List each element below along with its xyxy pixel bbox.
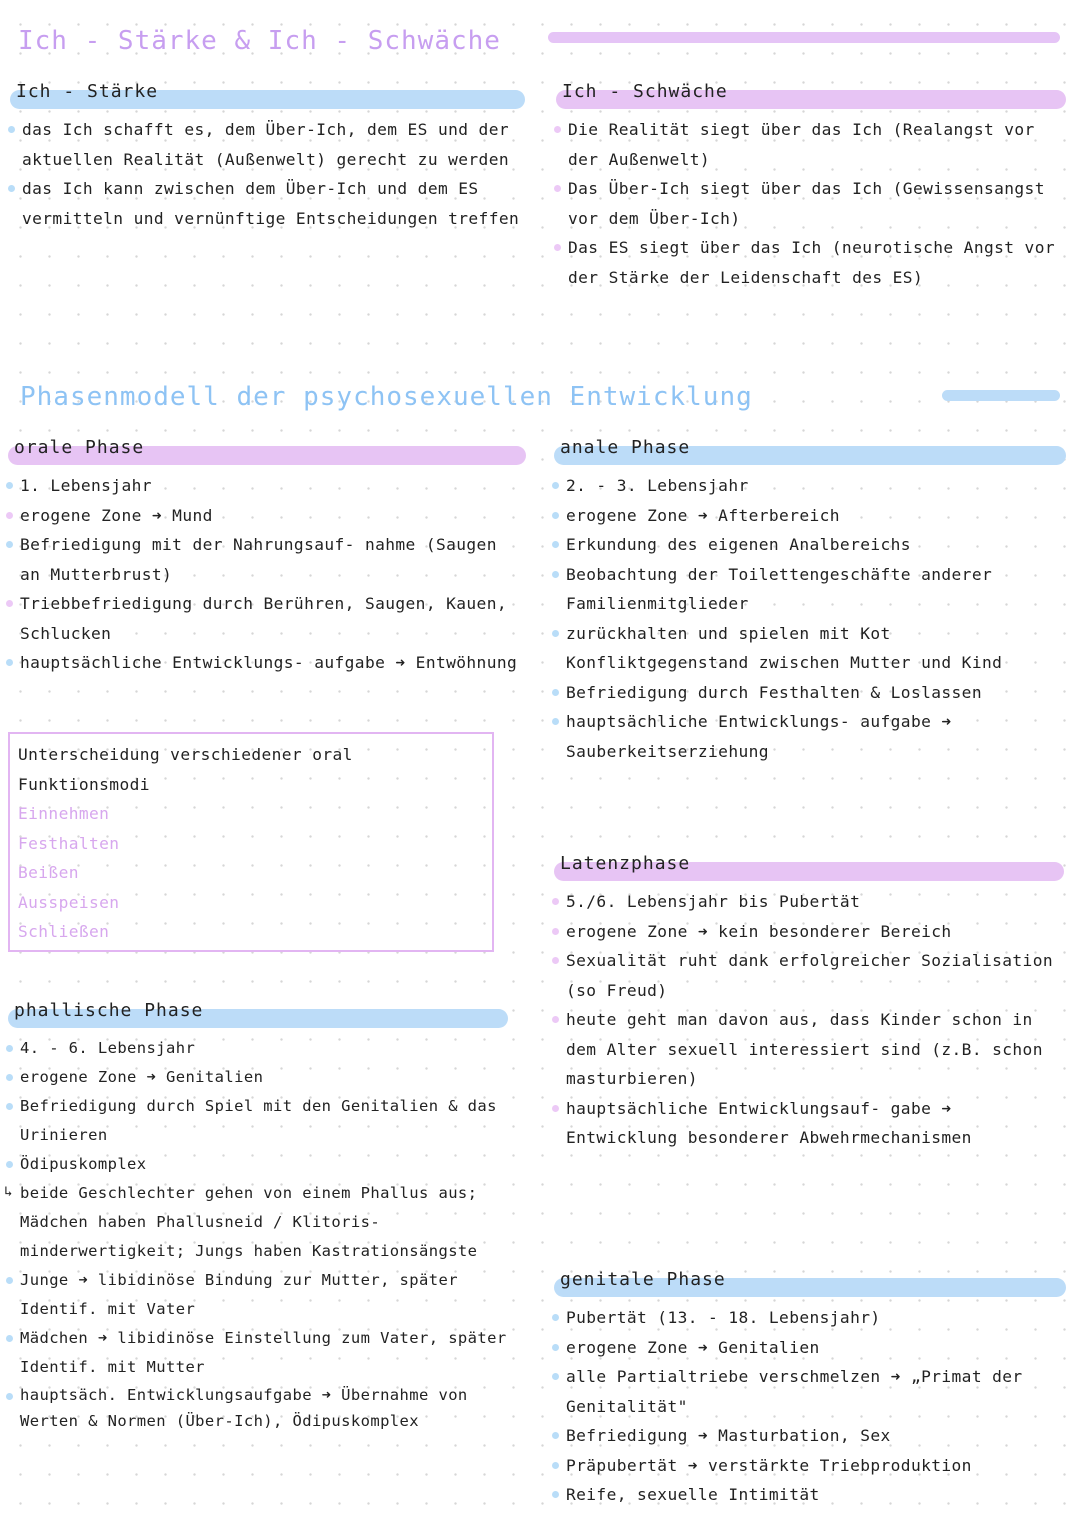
modus-item: Einnehmen [18,804,110,823]
list-item: Junge ➜ libidinöse Bindung zur Mutter, später Identif. mit Vater [8,1266,508,1324]
section-header [8,1000,508,1028]
funktionsmodi-heading: Unterscheidung verschiedener oral Funktionsmodi [18,745,353,794]
list-item: Das Über-Ich siegt über das Ich (Gewissensangst vor dem Über-Ich) [556,174,1066,233]
section-heading: Latenzphase [560,853,691,874]
list-item: hauptsächliche Entwicklungsauf- gabe ➜ Entwicklung besonderer Abwehrmechanismen [554,1094,1064,1153]
list-item: das Ich kann zwischen dem Über-Ich und dem ES vermitteln und vernünftige Entscheidungen treffen [10,174,525,233]
list-item: erogene Zone ➜ kein besonderer Bereich [554,917,1064,947]
list-item: erogene Zone ➜ Mund [8,501,526,531]
list-item: hauptsächliche Entwicklungs- aufgabe ➜ Entwöhnung [8,648,526,678]
list-item: erogene Zone ➜ Afterbereich [554,501,1066,531]
page-title: Ich - Stärke & Ich - Schwäche [18,26,501,56]
ich-staerke-section [10,81,525,233]
anale-phase-section [554,437,1066,766]
title-underline [942,390,1060,401]
list-item: Befriedigung mit der Nahrungsauf- nahme (Saugen an Mutterbrust) [8,530,526,589]
list-item: erogene Zone ➜ Genitalien [554,1333,1066,1363]
modus-item: Festhalten [18,833,120,853]
list-item: Befriedigung durch Spiel mit den Genitalien & das Urinieren [8,1092,508,1150]
list-item: Die Realität siegt über das Ich (Realangst vor der Außenwelt) [556,115,1066,174]
list-item: 5./6. Lebensjahr bis Pubertät [554,887,1064,917]
section-heading: phallische Phase [14,1000,204,1021]
orale-phase-section [8,437,526,678]
list-item: Sexualität ruht dank erfolgreicher Sozialisation (so Freud) [554,946,1064,1005]
section-title-phasenmodell: Phasenmodell der psychosexuellen Entwicklung [20,382,753,412]
list-item: Erkundung des eigenen Analbereichs [554,530,1066,560]
latenzphase-section [554,853,1064,1153]
modus-item: Schließen [18,922,110,941]
section-heading: genitale Phase [560,1269,726,1290]
list-item: Reife, sexuelle Intimität [554,1480,1066,1510]
funktionsmodi-box [8,732,494,952]
list-item: Ödipuskomplex [8,1150,508,1179]
section-header [10,81,525,109]
title-underline [548,32,1060,43]
list-item: zurückhalten und spielen mit Kot Konfliktgegenstand zwischen Mutter und Kind [554,619,1066,678]
section-heading: Ich - Stärke [16,81,159,102]
list-item: ↳ beide Geschlechter gehen von einem Phallus aus; Mädchen haben Phallusneid / Klitoris- minderwertigkeit; Jungs haben Kastrationsängste [8,1179,508,1266]
ich-staerke-list [10,115,525,233]
section-header [556,81,1066,109]
list-item: Befriedigung durch Festhalten & Loslassen [554,678,1066,708]
list-item: 1. Lebensjahr [8,471,526,501]
section-heading: anale Phase [560,437,691,458]
list-item: Beobachtung der Toilettengeschäfte anderer Familienmitglieder [554,560,1066,619]
section-header [554,437,1066,465]
list-item: Präpubertät ➜ verstärkte Triebproduktion [554,1451,1066,1481]
list-item: Das ES siegt über das Ich (neurotische Angst vor der Stärke der Leidenschaft des ES) [556,233,1066,292]
list-item: 4. - 6. Lebensjahr [8,1034,508,1063]
ich-schwaeche-section [556,81,1066,292]
list-item: Pubertät (13. - 18. Lebensjahr) [554,1303,1066,1333]
list-item: heute geht man davon aus, dass Kinder schon in dem Alter sexuell interessiert sind (z.B. schon masturbieren) [554,1005,1064,1094]
latenzphase-list [554,887,1064,1153]
list-item: alle Partialtriebe verschmelzen ➜ „Primat der Genitalität" [554,1362,1066,1421]
section-heading: Ich - Schwäche [562,81,728,102]
list-item: das Ich schafft es, dem Über-Ich, dem ES und der aktuellen Realität (Außenwelt) gerecht zu werden [10,115,525,174]
section-header [554,853,1064,881]
phallische-phase-list [8,1034,508,1434]
anale-phase-list [554,471,1066,766]
list-item: erogene Zone ➜ Genitalien [8,1063,508,1092]
phallische-phase-section [8,1000,508,1434]
genitale-phase-list [554,1303,1066,1510]
modus-item: Beißen [18,863,79,882]
section-heading: orale Phase [14,437,145,458]
genitale-phase-section [554,1269,1066,1510]
list-item: 2. - 3. Lebensjahr [554,471,1066,501]
orale-phase-list [8,471,526,678]
list-item: Triebbefriedigung durch Berühren, Saugen, Kauen, Schlucken [8,589,526,648]
section-header [554,1269,1066,1297]
section-header [8,437,526,465]
list-item: hauptsäch. Entwicklungsaufgabe ➜ Übernahme von Werten & Normen (Über-Ich), Ödipuskomplex [8,1382,508,1434]
list-item: hauptsächliche Entwicklungs- aufgabe ➜ Sauberkeitserziehung [554,707,1066,766]
list-item: Mädchen ➜ libidinöse Einstellung zum Vater, später Identif. mit Mutter [8,1324,508,1382]
modus-item: Ausspeisen [18,892,120,912]
ich-schwaeche-list [556,115,1066,292]
list-item: Befriedigung ➜ Masturbation, Sex [554,1421,1066,1451]
